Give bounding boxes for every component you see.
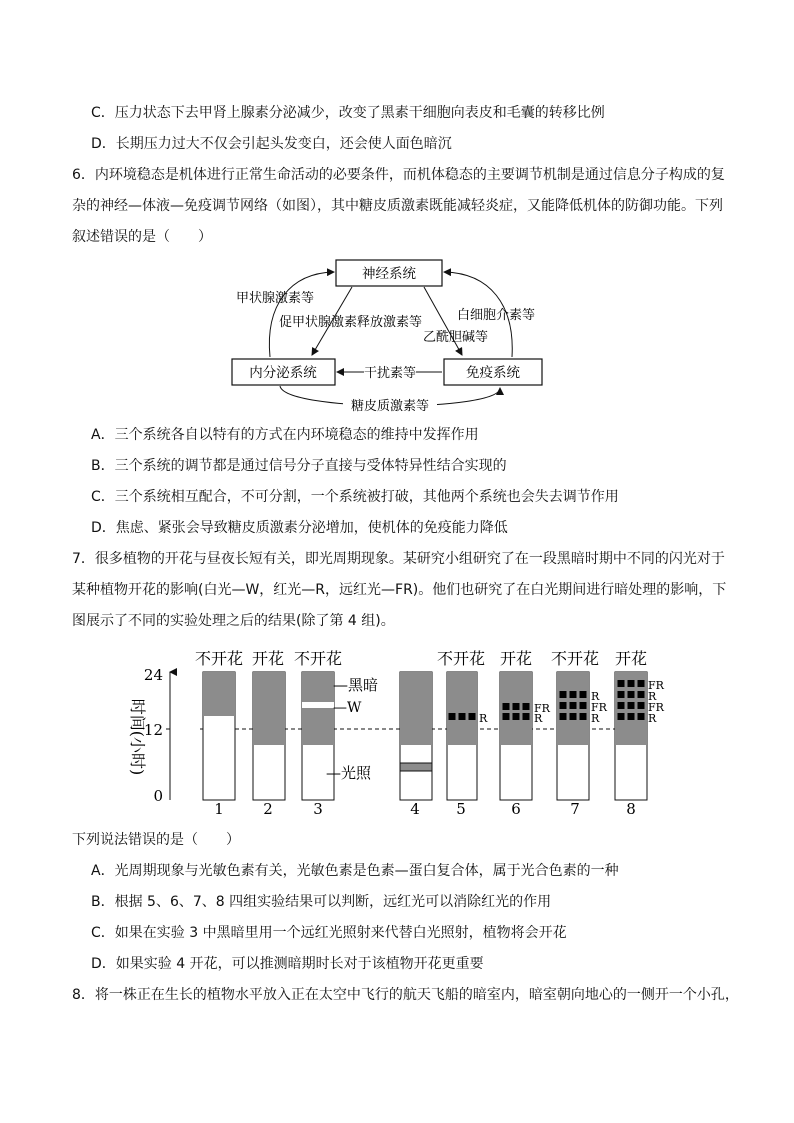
q5-option-c: C．压力状态下去甲肾上腺素分泌减少，改变了黑素干细胞向表皮和毛囊的转移比例 <box>91 105 605 121</box>
bar-8-flash-row1-block3 <box>638 680 645 687</box>
bar-7-flash-row3-block3 <box>580 713 587 720</box>
q7-question: 下列说法错误的是（ ） <box>72 832 240 848</box>
bar-5-flash-row1-block3 <box>469 713 476 720</box>
q6-option-d: D．焦虑、紧张会导致糖皮质激素分泌增加，使机体的免疫能力降低 <box>91 520 508 536</box>
q6-stem-line3: 叙述错误的是（ ） <box>72 229 212 245</box>
q7-option-d: D．如果实验 4 开花，可以推测暗期时长对于该植物开花更重要 <box>91 956 484 972</box>
result-label-5: 不开花 <box>436 649 486 668</box>
bar-6-flash-row1-block3 <box>523 703 530 710</box>
q7-option-b: B．根据 5、6、7、8 四组实验结果可以判断，远红光可以消除红光的作用 <box>91 894 552 910</box>
label-interferon: 干扰素等 <box>363 366 417 381</box>
q6-option-c: C．三个系统相互配合，不可分割，一个系统被打破，其他两个系统也会失去调节作用 <box>91 489 619 505</box>
label-fr-8a: FR <box>648 679 664 692</box>
q6-option-b: B．三个系统的调节都是通过信号分子直接与受体特异性结合实现的 <box>91 458 507 474</box>
bar-8-flash-row1-block2 <box>628 680 635 687</box>
result-label-7: 不开花 <box>550 649 600 668</box>
group-number-3: 3 <box>313 800 323 818</box>
q8-stem-line1: 8．将一株正在生长的植物水平放入正在太空中飞行的航天飞船的暗室内，暗室朝向地心的一侧开一个小孔， <box>72 987 739 1003</box>
label-fr-6a: FR <box>534 702 550 715</box>
bar-6-flash-row2-block2 <box>513 713 520 720</box>
label-r-5: R <box>479 712 488 725</box>
photoperiod-experiment-figure <box>128 640 664 825</box>
label-interleukin: 白细胞介素等 <box>457 308 536 323</box>
nervous-system-label: 神经系统 <box>362 266 416 282</box>
label-acetylcholine: 乙酰胆碱等 <box>423 330 489 345</box>
bar-7-flash-row2-block1 <box>560 702 567 709</box>
group-number-4: 4 <box>410 800 420 818</box>
bar-6-flash-row1-block2 <box>513 703 520 710</box>
y-tick-0: 0 <box>153 787 163 805</box>
bar-5-flash-row1-block2 <box>459 713 466 720</box>
label-r-8d: R <box>648 712 657 725</box>
result-label-6: 开花 <box>499 649 533 668</box>
group-number-1: 1 <box>214 800 224 818</box>
bar-6-flash-row1-block1 <box>503 703 510 710</box>
bar-6-flash-row2-block1 <box>503 713 510 720</box>
q7-option-a: A．光周期现象与光敏色素有关，光敏色素是色素—蛋白复合体，属于光合色素的一种 <box>91 863 619 879</box>
group-number-5: 5 <box>456 800 466 818</box>
immune-system-label: 免疫系统 <box>466 365 520 381</box>
bar-5-flash-row1-block1 <box>449 713 456 720</box>
label-r-8b: R <box>648 690 657 703</box>
bar-7-flash-row1-block3 <box>580 691 587 698</box>
bar-1-dark-period <box>203 672 235 716</box>
bar-5-dark-period <box>447 672 477 745</box>
q6-stem-line1: 6．内环境稳态是机体进行正常生命活动的必要条件，而机体稳态的主要调节机制是通过信息分子构成的复 <box>72 167 725 183</box>
label-fr-8c: FR <box>648 701 664 714</box>
label-r-7c: R <box>591 712 600 725</box>
regulation-network-diagram <box>220 252 560 422</box>
q6-stem-line2: 杂的神经—体液—免疫调节网络（如图），其中糖皮质激素既能减轻炎症，又能降低机体的防御功能。下列 <box>72 198 723 214</box>
bar-8-flash-row4-block2 <box>628 713 635 720</box>
result-label-3: 不开花 <box>293 649 343 668</box>
label-fr-7b: FR <box>591 701 607 714</box>
bar-8-flash-row3-block1 <box>618 702 625 709</box>
bar-7-flash-row1-block2 <box>570 691 577 698</box>
label-glucocorticoid: 糖皮质激素等 <box>350 399 430 414</box>
bar-8-flash-row3-block2 <box>628 702 635 709</box>
bar-7-flash-row2-block3 <box>580 702 587 709</box>
legend-dark: —黑暗 <box>333 676 379 694</box>
group-number-8: 8 <box>626 800 636 818</box>
label-r-6b: R <box>534 712 543 725</box>
q6-option-a: A．三个系统各自以特有的方式在内环境稳态的维持中发挥作用 <box>91 427 479 443</box>
bar-7-flash-row3-block1 <box>560 713 567 720</box>
bar-3-dark-period <box>302 672 334 745</box>
group-number-6: 6 <box>511 800 521 818</box>
bar-8-flash-row2-block2 <box>628 691 635 698</box>
label-thyroid-hormone: 甲状腺激素等 <box>236 291 315 306</box>
bar-8-flash-row2-block1 <box>618 691 625 698</box>
q7-stem-line2: 某种植物开花的影响(白光—W，红光—R，远红光—FR)。他们也研究了在白光期间进行暗处理的影响，下 <box>72 582 727 598</box>
legend-light: —光照 <box>326 764 372 782</box>
bar-8-flash-row4-block1 <box>618 713 625 720</box>
bar-3-white-flash <box>302 702 334 708</box>
y-tick-24: 24 <box>143 666 163 684</box>
bar-2-dark-period <box>253 672 285 745</box>
group-number-2: 2 <box>263 800 273 818</box>
y-axis-label: 时间(小时) <box>128 698 147 776</box>
bar-8-flash-row2-block3 <box>638 691 645 698</box>
endocrine-system-label: 内分泌系统 <box>249 365 317 381</box>
q7-stem-line1: 7．很多植物的开花与昼夜长短有关，即光周期现象。某研究小组研究了在一段黑暗时期中不同的闪光对于 <box>72 551 725 567</box>
bar-6-flash-row2-block3 <box>523 713 530 720</box>
bar-7-flash-row2-block2 <box>570 702 577 709</box>
result-label-1: 不开花 <box>194 649 244 668</box>
bar-4-dark-period <box>400 672 432 745</box>
bar-4-dark-interruption <box>400 763 432 771</box>
q5-option-d: D．长期压力过大不仅会引起头发变白，还会使人面色暗沉 <box>91 136 452 152</box>
q7-stem-line3: 图展示了不同的实验处理之后的结果(除了第 4 组)。 <box>72 613 395 629</box>
group-number-7: 7 <box>570 800 580 818</box>
bar-8-flash-row4-block3 <box>638 713 645 720</box>
legend-white: —W <box>333 700 362 716</box>
y-tick-12: 12 <box>143 721 163 739</box>
bar-7-flash-row1-block1 <box>560 691 567 698</box>
bar-7-flash-row3-block2 <box>570 713 577 720</box>
label-r-7a: R <box>591 690 600 703</box>
q7-option-c: C．如果在实验 3 中黑暗里用一个远红光照射来代替白光照射，植物将会开花 <box>91 925 567 941</box>
bar-8-flash-row1-block1 <box>618 680 625 687</box>
bar-8-flash-row3-block3 <box>638 702 645 709</box>
label-trh: 促甲状腺激素释放激素等 <box>279 315 423 330</box>
result-label-2: 开花 <box>251 649 285 668</box>
result-label-8: 开花 <box>614 649 648 668</box>
